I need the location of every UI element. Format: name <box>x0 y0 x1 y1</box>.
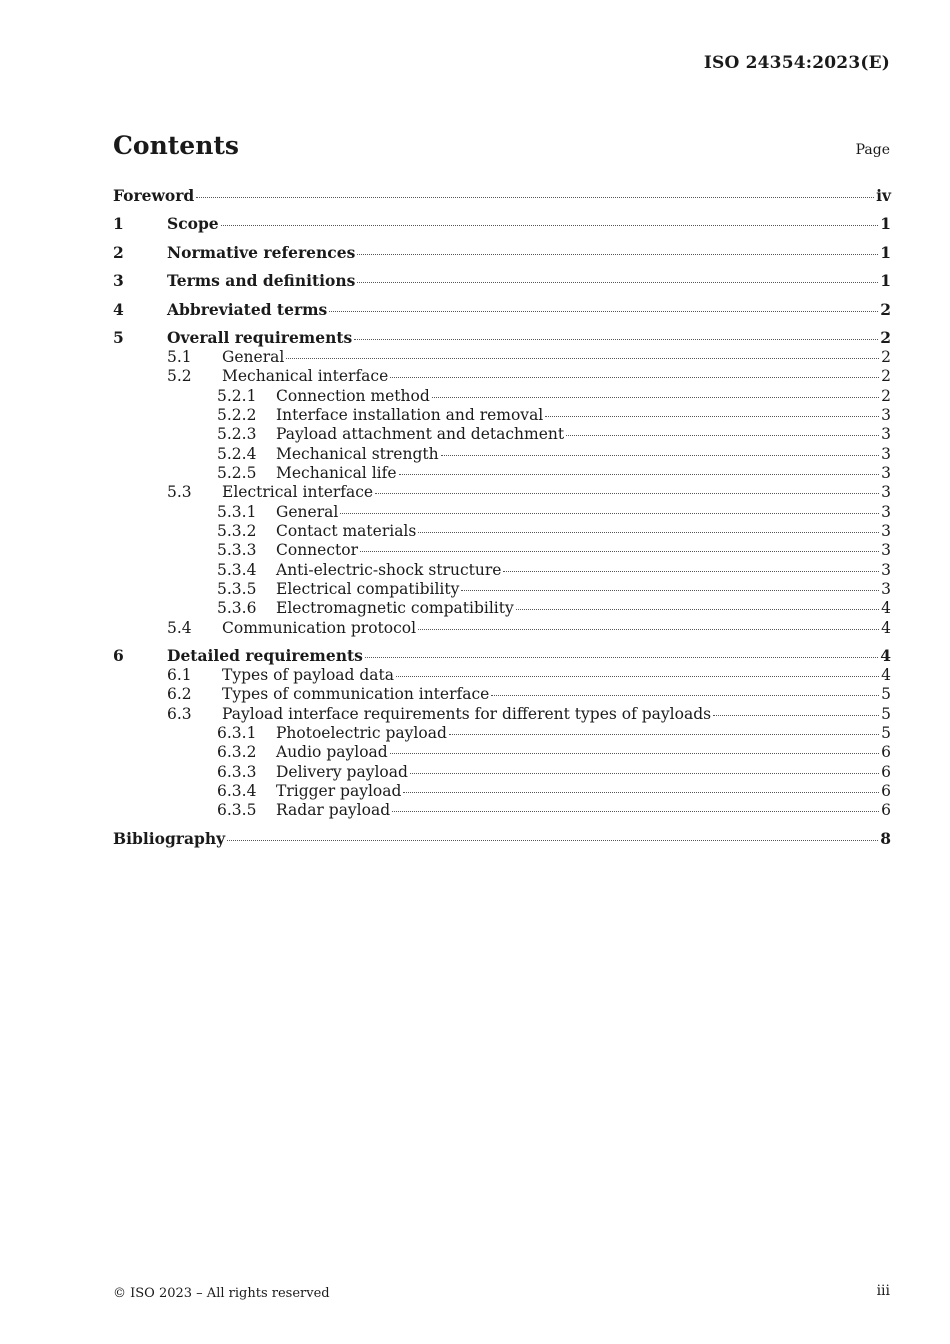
toc-entry-page: 5 <box>881 724 891 742</box>
toc-entry-number: 5.2.4 <box>217 445 257 463</box>
toc-entry-number: 5.2.2 <box>217 406 257 424</box>
toc-entry[interactable] <box>113 386 891 406</box>
toc-entry-page: 2 <box>881 348 891 366</box>
toc-entry-number: 6.3.1 <box>217 724 257 742</box>
toc-entry-number: 6.3.5 <box>217 801 257 819</box>
toc-entry-page: 3 <box>881 541 891 559</box>
toc-entry-number: 5.3.4 <box>217 561 257 579</box>
dot-leader <box>441 455 880 456</box>
toc-entry-title: Delivery payload <box>276 763 408 781</box>
toc-entry-page: 2 <box>881 367 891 385</box>
toc-entry[interactable] <box>113 502 891 522</box>
toc-entry[interactable] <box>113 521 891 541</box>
toc-entry-title: Audio payload <box>276 743 388 761</box>
toc-entry-page: 1 <box>880 243 891 262</box>
dot-leader <box>403 792 879 793</box>
dot-leader <box>461 590 879 591</box>
toc-entry-page: 3 <box>881 483 891 501</box>
toc-entry-title: Bibliography <box>113 829 226 848</box>
toc-entry-title: Trigger payload <box>276 782 402 800</box>
dot-leader <box>399 474 880 475</box>
toc-entry-number: 1 <box>113 214 124 233</box>
toc-entry-title: Connector <box>276 541 358 559</box>
toc-entry-number: 3 <box>113 271 124 290</box>
toc-entry[interactable] <box>113 214 891 234</box>
toc-entry-page: 4 <box>881 666 891 684</box>
toc-entry-title: Scope <box>167 214 219 233</box>
toc-entry-title: Interface installation and removal <box>276 406 544 424</box>
toc-entry-number: 2 <box>113 243 124 262</box>
dot-leader <box>365 657 878 658</box>
toc-entry[interactable] <box>113 405 891 425</box>
toc-entry-page: 3 <box>881 522 891 540</box>
toc-entry-title: Contact materials <box>276 522 417 540</box>
dot-leader <box>713 715 879 716</box>
copyright-notice: © ISO 2023 – All rights reserved <box>113 1286 330 1301</box>
toc-entry-number: 5.3.6 <box>217 599 257 617</box>
toc-entry-number: 5.1 <box>167 348 192 366</box>
toc-entry[interactable] <box>113 271 891 291</box>
dot-leader <box>491 695 879 696</box>
toc-entry-title: Anti-electric-shock structure <box>276 561 502 579</box>
toc-entry-title: Types of communication interface <box>222 685 490 703</box>
toc-entry-number: 5.3.5 <box>217 580 257 598</box>
toc-entry-title: Electromagnetic compatibility <box>276 599 514 617</box>
toc-entry-title: Payload attachment and detachment <box>276 425 565 443</box>
dot-leader <box>227 840 878 841</box>
toc-entry-title: Detailed requirements <box>167 646 363 665</box>
dot-leader <box>286 358 879 359</box>
toc-entry-number: 6 <box>113 646 124 665</box>
toc-entry-page: 3 <box>881 561 891 579</box>
toc-entry-number: 5.2.5 <box>217 464 257 482</box>
toc-entry-title: Mechanical interface <box>222 367 389 385</box>
toc-entry[interactable] <box>113 482 891 502</box>
toc-entry[interactable] <box>113 540 891 560</box>
toc-entry[interactable] <box>113 560 891 580</box>
toc-entry[interactable] <box>113 598 891 618</box>
toc-entry-number: 6.3 <box>167 705 192 723</box>
toc-entry-title: Radar payload <box>276 801 391 819</box>
toc-entry-page: 8 <box>880 829 891 848</box>
dot-leader <box>566 435 879 436</box>
toc-entry-number: 5.3.1 <box>217 503 257 521</box>
toc-entry-page: 3 <box>881 406 891 424</box>
toc-entry-title: Electrical interface <box>222 483 374 501</box>
toc-entry-page: 3 <box>881 580 891 598</box>
toc-entry[interactable] <box>113 800 891 820</box>
toc-entry-number: 5.3.3 <box>217 541 257 559</box>
toc-entry[interactable] <box>113 762 891 782</box>
dot-leader <box>503 571 879 572</box>
toc-entry-number: 5.2.3 <box>217 425 257 443</box>
toc-entry[interactable] <box>113 243 891 263</box>
dot-leader <box>375 493 879 494</box>
toc-entry-title: Types of payload data <box>222 666 394 684</box>
toc-entry[interactable] <box>113 444 891 464</box>
dot-leader <box>390 377 879 378</box>
dot-leader <box>196 197 874 198</box>
toc-entry-number: 4 <box>113 300 124 319</box>
toc-entry-page: 4 <box>881 599 891 617</box>
dot-leader <box>545 416 879 417</box>
toc-entry-title: Terms and definitions <box>167 271 356 290</box>
toc-entry-page: 3 <box>881 464 891 482</box>
dot-leader <box>360 551 879 552</box>
toc-entry[interactable] <box>113 618 891 638</box>
toc-entry[interactable] <box>113 704 891 724</box>
toc-entry-title: Payload interface requirements for different types of payloads <box>222 705 712 723</box>
dot-leader <box>449 734 879 735</box>
contents-heading: Contents <box>113 131 240 160</box>
toc-entry-number: 6.3.3 <box>217 763 257 781</box>
dot-leader <box>329 311 878 312</box>
toc-entry-title: General <box>222 348 285 366</box>
toc-entry-number: 5.3 <box>167 483 192 501</box>
toc-entry-number: 6.2 <box>167 685 192 703</box>
toc-entry[interactable] <box>113 366 891 386</box>
dot-leader <box>221 225 879 226</box>
page-column-label: Page <box>855 142 890 158</box>
dot-leader <box>396 676 879 677</box>
toc-entry-page: 3 <box>881 503 891 521</box>
toc-entry-title: Mechanical strength <box>276 445 439 463</box>
toc-entry[interactable] <box>113 742 891 762</box>
dot-leader <box>410 773 879 774</box>
toc-entry-page: 2 <box>881 387 891 405</box>
dot-leader <box>390 753 879 754</box>
toc-entry-page: 2 <box>880 300 891 319</box>
toc-entry[interactable] <box>113 463 891 483</box>
toc-entry-number: 5.3.2 <box>217 522 257 540</box>
toc-entry-number: 6.3.2 <box>217 743 257 761</box>
toc-entry[interactable] <box>113 347 891 367</box>
toc-entry-title: Mechanical life <box>276 464 397 482</box>
toc-entry-title: Overall requirements <box>167 328 353 347</box>
toc-entry[interactable] <box>113 781 891 801</box>
toc-entry[interactable] <box>113 328 891 348</box>
toc-entry-page: 3 <box>881 445 891 463</box>
toc-entry[interactable] <box>113 424 891 444</box>
toc-entry-page: 1 <box>880 214 891 233</box>
toc-entry[interactable] <box>113 829 891 849</box>
toc-entry[interactable] <box>113 186 891 206</box>
toc-entry-page: iv <box>876 186 891 205</box>
toc-entry-page: 4 <box>880 646 891 665</box>
toc-entry-title: Communication protocol <box>222 619 417 637</box>
toc-entry-page: 6 <box>881 782 891 800</box>
toc-entry-number: 5.4 <box>167 619 192 637</box>
toc-entry-page: 5 <box>881 685 891 703</box>
toc-entry-title: Normative references <box>167 243 356 262</box>
toc-entry-page: 4 <box>881 619 891 637</box>
toc-entry-title: Photoelectric payload <box>276 724 447 742</box>
toc-entry-page: 5 <box>881 705 891 723</box>
toc-entry-page: 3 <box>881 425 891 443</box>
toc-entry-page: 6 <box>881 801 891 819</box>
dot-leader <box>357 282 878 283</box>
toc-entry-title: Foreword <box>113 186 195 205</box>
page-number: iii <box>876 1283 890 1299</box>
toc-entry-title: Abbreviated terms <box>167 300 328 319</box>
toc-entry-title: Connection method <box>276 387 430 405</box>
toc-entry-page: 1 <box>880 271 891 290</box>
toc-entry[interactable] <box>113 723 891 743</box>
dot-leader <box>392 811 879 812</box>
toc-entry-page: 6 <box>881 763 891 781</box>
toc-entry[interactable] <box>113 665 891 685</box>
dot-leader <box>354 339 878 340</box>
dot-leader <box>418 629 879 630</box>
toc-entry[interactable] <box>113 684 891 704</box>
toc-entry-title: Electrical compatibility <box>276 580 460 598</box>
toc-entry-number: 5.2.1 <box>217 387 257 405</box>
toc-entry-number: 6.3.4 <box>217 782 257 800</box>
toc-entry-number: 6.1 <box>167 666 192 684</box>
toc-entry-number: 5 <box>113 328 124 347</box>
dot-leader <box>340 513 879 514</box>
toc-entry[interactable] <box>113 646 891 666</box>
dot-leader <box>516 609 879 610</box>
toc-entry[interactable] <box>113 300 891 320</box>
dot-leader <box>432 397 879 398</box>
document-identifier: ISO 24354:2023(E) <box>703 53 890 73</box>
toc-entry[interactable] <box>113 579 891 599</box>
dot-leader <box>357 254 878 255</box>
dot-leader <box>418 532 879 533</box>
toc-entry-title: General <box>276 503 339 521</box>
toc-entry-number: 5.2 <box>167 367 192 385</box>
toc-entry-page: 2 <box>880 328 891 347</box>
toc-entry-page: 6 <box>881 743 891 761</box>
